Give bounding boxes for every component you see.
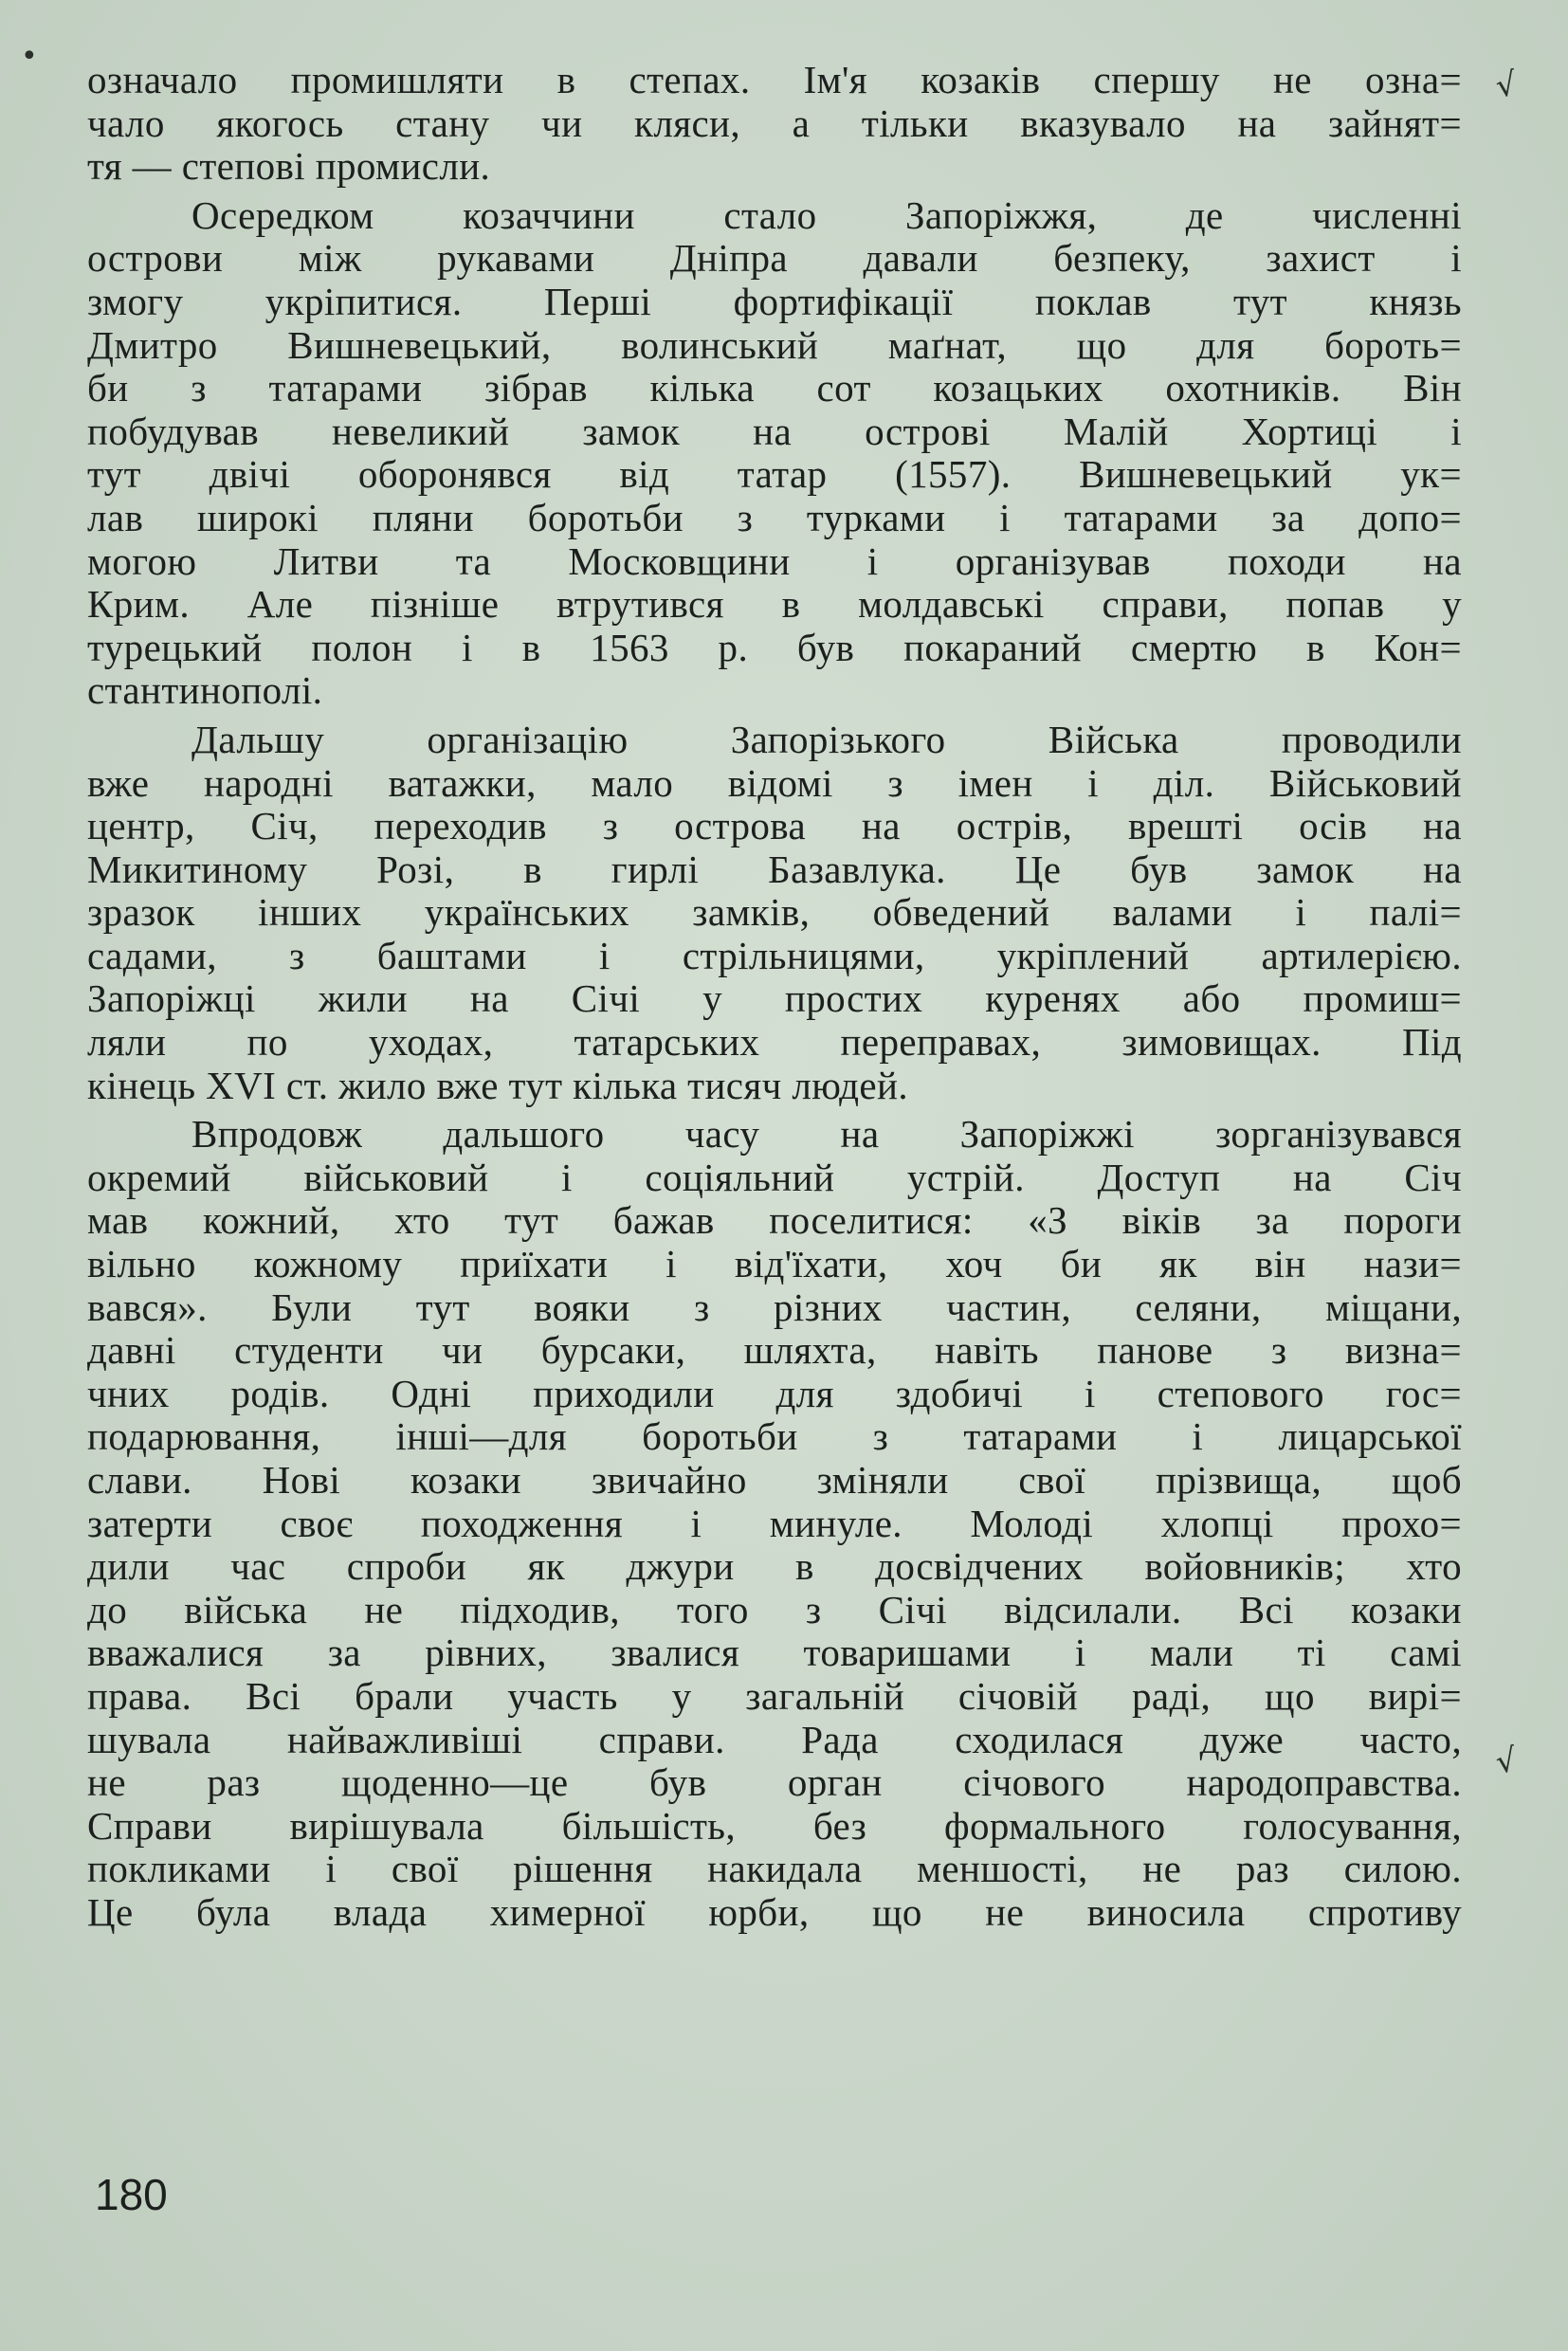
paragraph: [87, 719, 1462, 1107]
text-line: Справи вирішувала більшість, без формального голосування,: [87, 1803, 1462, 1848]
margin-check-mark: √: [1492, 1740, 1520, 1782]
text-line: не раз щоденно—це був орган січового народоправства.: [87, 1760, 1462, 1805]
text-line: Впродовж дальшого часу на Запоріжжі зорганізувався: [191, 1112, 1462, 1157]
text-line: садами, з баштами і стрільницями, укріплений артилерією.: [87, 933, 1462, 977]
text-line: Дальшу організацію Запорізького Війська проводили: [191, 717, 1462, 761]
paragraph: [87, 194, 1462, 713]
text-line: зразок інших українських замків, обведений валами і палі=: [87, 890, 1462, 935]
text-line: центр, Січ, переходив з острова на острів, врешті осів на: [87, 804, 1462, 848]
text-line: вільно кожному приїхати і від'їхати, хоч би як він нази=: [87, 1242, 1462, 1286]
text-line: давні студенти чи бурсаки, шляхта, навіть панове з визна=: [87, 1328, 1462, 1373]
text-line: мав кожний, хто тут бажав поселитися: «З віків за пороги: [87, 1198, 1462, 1243]
text-line: могою Литви та Московщини і організував походи на: [87, 538, 1462, 583]
paragraph: [87, 59, 1462, 189]
text-line: Дмитро Вишневецький, волинський маґнат, що для борoть=: [87, 322, 1462, 367]
margin-check-mark: √: [1492, 64, 1520, 106]
text-line: окремий військовий і соціяльний устрій. Доступ на Січ: [87, 1155, 1462, 1199]
text-line: лав широкі пляни боротьби з турками і татарами за допо=: [87, 495, 1462, 539]
text-line: тя — степові промисли.: [87, 144, 491, 189]
text-line: Це була влада химерної юрби, що не виносила спротиву: [87, 1889, 1462, 1934]
text-line: слави. Нові козаки звичайно зміняли свої прізвища, щоб: [87, 1458, 1462, 1502]
text-line: дили час спроби як джури в досвідчених войовників; хто: [87, 1544, 1462, 1589]
text-line: Микитиному Розі, в гирлі Базавлука. Це був замок на: [87, 847, 1462, 891]
text-line: стантинополі.: [87, 668, 323, 713]
text-line: затерти своє походження і минуле. Молоді хлопці прохо=: [87, 1501, 1462, 1545]
text-line: вже народні ватажки, мало відомі з імен і діл. Військовий: [87, 760, 1462, 805]
text-line: тут двічі оборонявся від татар (1557). Вишневецький ук=: [87, 452, 1462, 497]
text-line: покликами і свої рішення накидала меншості, не раз силою.: [87, 1847, 1462, 1891]
text-line: кінець XVI ст. жило вже тут кілька тисяч людей.: [87, 1063, 908, 1107]
text-line: до війська не підходив, того з Січі відсилали. Всі козаки: [87, 1587, 1462, 1631]
page-number: 180: [95, 2170, 168, 2219]
text-line: подарювання, інші—для боротьби з татарами і лицарської: [87, 1414, 1462, 1459]
text-line: шувала найважливіші справи. Рада сходилася дуже часто,: [87, 1717, 1462, 1761]
margin-dot-mark: •: [21, 40, 38, 73]
text-line: би з татарами зібрав кілька сот козацьких охотників. Він: [87, 366, 1462, 410]
text-line: вважалися за рівних, звалися товаришами і мали ті самі: [87, 1631, 1462, 1675]
text-line: права. Всі брали участь у загальній січовій раді, що вирі=: [87, 1673, 1462, 1718]
text-line: Осередком козаччини стало Запоріжжя, де численні: [191, 192, 1462, 237]
text-line: острови між рукавами Дніпра давали безпеку, захист і: [87, 236, 1462, 281]
text-line: Крим. Але пізніше втрутився в молдавські справи, попав у: [87, 582, 1462, 627]
text-line: Запоріжці жили на Січі у простих куренях або промиш=: [87, 976, 1462, 1021]
text-line: чало якогось стану чи кляси, а тільки вказувало на зайнят=: [87, 100, 1462, 145]
text-line: вався». Були тут вояки з різних частин, селяни, міщани,: [87, 1285, 1462, 1329]
page-body-text: [87, 59, 1462, 1935]
text-line: побудував невеликий замок на острові Малій Хортиці і: [87, 409, 1462, 453]
text-line: ляли по уходах, татарських переправах, зимовищах. Під: [87, 1020, 1462, 1065]
paragraph: [87, 1113, 1462, 1934]
text-line: турецький полон і в 1563 р. був покараний смертю в Кон=: [87, 625, 1462, 669]
text-line: чних родів. Одні приходили для здобичі і степового гос=: [87, 1371, 1462, 1415]
text-line: змогу укріпитися. Перші фортифікації поклав тут князь: [87, 279, 1462, 323]
text-line: означало промишляти в степах. Ім'я козаків спершу не озна=: [87, 58, 1462, 101]
